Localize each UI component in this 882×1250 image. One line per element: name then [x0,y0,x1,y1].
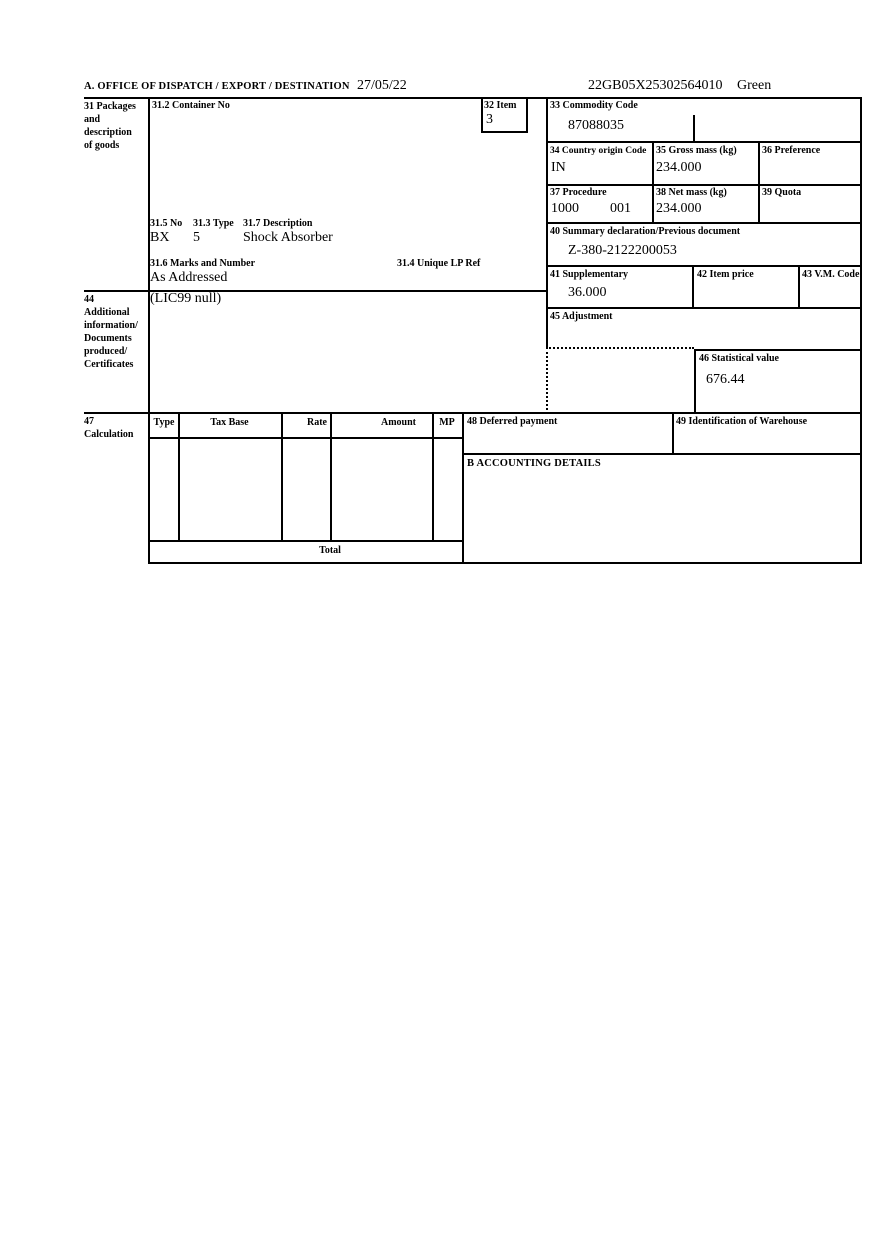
summary-declaration-value: Z-380-2122200053 [568,243,677,258]
label-column-divider [148,97,150,562]
unique-lp-ref-label: 31.4 Unique LP Ref [397,258,481,269]
net-mass-label: 38 Net mass (kg) [656,187,727,198]
box32-bottom-border [481,131,528,133]
item-number-value: 3 [486,112,493,127]
dotted-left-divider [546,347,548,410]
calc-header-type: Type [153,417,175,428]
calc-col-divider-1 [178,412,180,540]
commodity-code-label: 33 Commodity Code [550,100,638,111]
divider-box48-49 [672,412,674,453]
commodity-code-subdivider [693,115,695,141]
calc-col-divider-3 [330,412,332,540]
declaration-reference: 22GB05X25302564010 [588,78,723,93]
supplementary-label: 41 Supplementary [550,269,629,280]
rule-below-box48-49 [462,453,862,455]
item-number-label: 32 Item [484,100,517,111]
calc-header-bottom-rule [148,437,463,439]
country-origin-value: IN [551,160,566,175]
calc-total-label: Total [319,545,341,556]
goods-description-value: Shock Absorber [243,230,333,245]
procedure-value-2: 001 [610,201,631,216]
package-no-value: BX [150,230,170,245]
calc-header-rate: Rate [307,417,327,428]
rule-below-box33 [546,141,862,143]
calc-body-bottom-rule [148,540,463,542]
dispatch-date: 27/05/22 [357,78,407,93]
divider-box41-42 [692,265,694,307]
form-bottom-border [148,562,862,564]
deferred-payment-label: 48 Deferred payment [467,416,558,427]
marks-number-label: 31.6 Marks and Number [150,258,256,269]
container-no-label: 31.2 Container No [152,100,230,111]
calc-col-divider-2 [281,412,283,540]
box47-label: 47 Calculation [84,416,134,440]
rule-above-box47 [84,412,862,414]
routing-indicator: Green [737,78,772,93]
summary-declaration-label: 40 Summary declaration/Previous document [550,226,741,237]
statistical-value-value: 676.44 [706,372,745,387]
dotted-rule-below-box45 [546,347,694,349]
procedure-label: 37 Procedure [550,187,607,198]
divider-box42-43 [798,265,800,307]
box46-top-border [694,349,862,351]
gross-mass-label: 35 Gross mass (kg) [656,145,737,156]
statistical-value-label: 46 Statistical value [699,353,779,364]
procedure-value-1: 1000 [551,201,579,216]
additional-information-value: (LIC99 null) [150,291,222,306]
net-mass-value: 234.000 [656,201,702,216]
goods-description-label: 31.7 Description [243,218,313,229]
calc-col-divider-4 [432,412,434,540]
adjustment-label: 45 Adjustment [550,311,613,322]
gross-mass-value: 234.000 [656,160,702,175]
warehouse-id-label: 49 Identification of Warehouse [676,416,808,427]
form-top-border [84,97,862,99]
office-of-dispatch-label: A. OFFICE OF DISPATCH / EXPORT / DESTINATION [84,81,350,92]
calc-header-amount: Amount [380,417,416,428]
divider-box34-35 [652,141,654,222]
vm-code-label: 43 V.M. Code [802,269,860,280]
package-type-value: 5 [193,230,200,245]
divider-box35-36 [758,141,760,222]
accounting-details-label: B ACCOUNTING DETAILS [467,458,601,469]
commodity-code-value: 87088035 [568,118,624,133]
supplementary-value: 36.000 [568,285,607,300]
marks-number-value: As Addressed [150,270,228,285]
form-right-border [860,97,862,562]
calc-header-tax-base: Tax Base [210,417,249,428]
box31-label: 31 Packages and description of goods [84,101,136,151]
rule-below-box37-39 [546,222,862,224]
country-origin-label: 34 Country origin Code [550,146,647,156]
quota-label: 39 Quota [762,187,802,198]
rule-below-box40 [546,265,862,267]
box44-label: 44 Additional information/ Documents produced/ Certificates [84,294,138,370]
item-price-label: 42 Item price [697,269,754,280]
package-type-label: 31.3 Type [193,218,234,229]
box32-left-border [481,97,483,133]
box46-left-border [694,349,696,412]
calc-header-mp: MP [439,417,455,428]
goods-right-divider [546,97,548,347]
rule-below-box41-43 [546,307,862,309]
preference-label: 36 Preference [762,145,821,156]
box32-right-border [526,97,528,133]
rule-below-box34-36 [546,184,862,186]
calc-right-divider [462,412,464,562]
package-no-label: 31.5 No [150,218,183,229]
